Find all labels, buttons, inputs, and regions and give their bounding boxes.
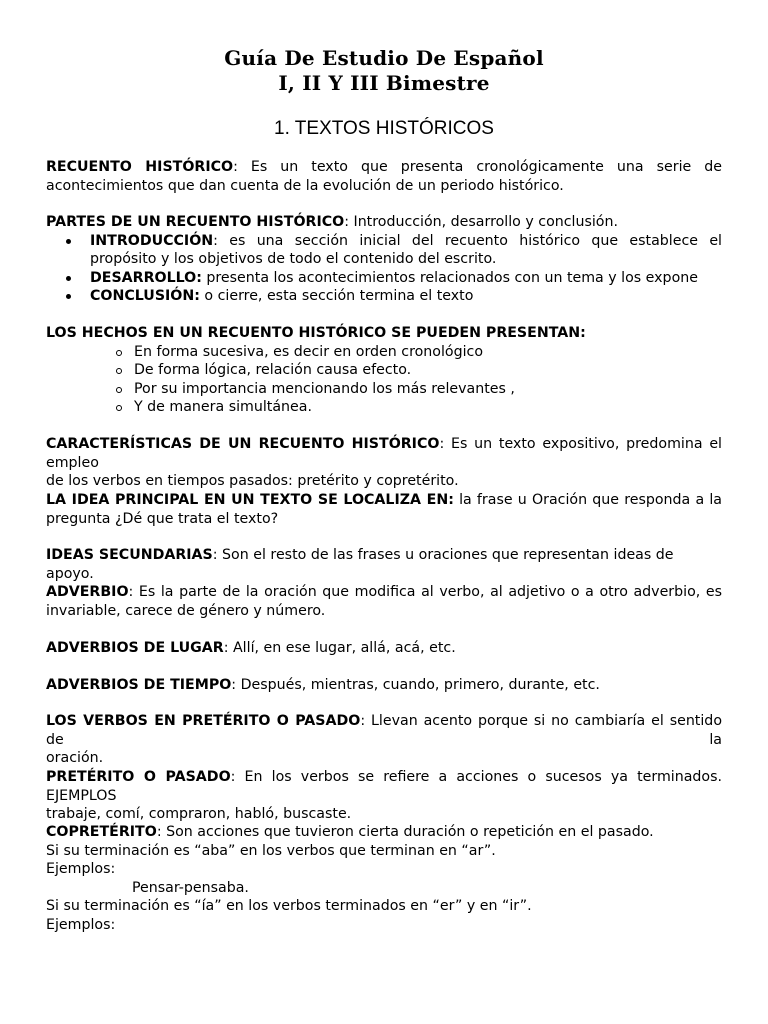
section-title: 1. TEXTOS HISTÓRICOS (274, 118, 494, 139)
bullet-icon (66, 276, 71, 281)
list-item (46, 380, 722, 399)
conclusion-text: o cierre, esta sección termina el texto (199, 288, 474, 304)
verbos-line-1 (46, 712, 722, 749)
idea-text-1: la frase u Oración que responda a la (453, 492, 722, 508)
hechos-item-text: Por su importancia mencionando los más relevantes , (134, 380, 515, 397)
list-item (46, 398, 722, 417)
list-item (46, 343, 722, 362)
document-title: Guía De Estudio De Español (224, 46, 544, 70)
recuento-line-1 (46, 158, 722, 177)
verbos-paragraph (46, 712, 722, 768)
introduccion-text: : es una sección inicial del recuento histórico que establece el propósito y los objetivos de todo el contenido del escrito. (90, 232, 722, 267)
caracteristicas-text-1: : Es un texto expositivo, predomina el empleo (46, 436, 723, 471)
copreterito-line-1 (46, 823, 722, 842)
bullet-icon (66, 239, 71, 244)
hechos-heading (46, 324, 722, 343)
introduccion-term: INTRODUCCIÓN (90, 232, 214, 249)
desarrollo-term: DESARROLLO: (90, 269, 202, 286)
tiempo-paragraph (46, 676, 722, 695)
recuento-paragraph (46, 158, 722, 195)
copreterito-text-3: Ejemplos: (46, 861, 116, 877)
circle-bullet-icon (116, 387, 122, 393)
tiempo-line (46, 676, 722, 695)
preterito-line-1 (46, 768, 722, 805)
list-item (46, 269, 722, 288)
partes-line (46, 213, 722, 232)
adverbio-text-2: invariable, carece de género y número. (46, 602, 326, 619)
partes-list (46, 232, 722, 306)
circle-bullet-icon (116, 405, 122, 411)
idea-line-1 (46, 491, 722, 510)
copreterito-text-2: Si su terminación es “aba” en los verbos que terminan en “ar”. (46, 842, 496, 859)
recuento-term: RECUENTO HISTÓRICO (46, 159, 234, 175)
copreterito-text-5: Ejemplos: (46, 916, 116, 933)
secundarias-line (46, 546, 722, 583)
copreterito-term: COPRETÉRITO (46, 824, 157, 840)
idea-term: LA IDEA PRINCIPAL EN UN TEXTO SE LOCALIZA EN: (46, 492, 454, 508)
hechos-item-text: De forma lógica, relación causa efecto. (134, 362, 412, 378)
lugar-term: ADVERBIOS DE LUGAR (46, 640, 224, 656)
recuento-text-2: acontecimientos que dan cuenta de la evolución de un periodo histórico. (46, 177, 564, 194)
secundarias-text: : Son el resto de las frases u oraciones que representan ideas de apoyo. (46, 547, 674, 582)
verbos-text-2: oración. (46, 750, 104, 766)
caracteristicas-line-1 (46, 435, 722, 472)
list-item (46, 232, 722, 269)
circle-bullet-icon (116, 350, 122, 356)
caracteristicas-term: CARACTERÍSTICAS DE UN RECUENTO HISTÓRICO (46, 436, 440, 452)
lugar-paragraph (46, 639, 722, 658)
idea-paragraph (46, 491, 722, 528)
secundarias-term: IDEAS SECUNDARIAS (46, 547, 213, 563)
preterito-text-2: trabaje, comí, compraron, habló, buscaste. (46, 806, 352, 822)
conclusion-term: CONCLUSIÓN: (90, 288, 200, 304)
copreterito-text-4: Si su terminación es “ía” en los verbos terminados en “er” y en “ir”. (46, 898, 532, 914)
bullet-icon (66, 294, 71, 299)
caracteristicas-text-2: de los verbos en tiempos pasados: pretérito y copretérito. (46, 473, 459, 489)
adverbio-text-1: : Es la parte de la oración que modifica al verbo, al adjetivo o a otro adverbio, es (128, 584, 722, 600)
copreterito-text-1: : Son acciones que tuvieron cierta duración o repetición en el pasado. (156, 824, 654, 840)
idea-text-2: pregunta ¿Dé que trata el texto? (46, 510, 279, 527)
desarrollo-text: presenta los acontecimientos relacionados con un tema y los expone (201, 269, 698, 286)
verbos-term: LOS VERBOS EN PRETÉRITO O PASADO (46, 713, 361, 729)
partes-term: PARTES DE UN RECUENTO HISTÓRICO (46, 214, 345, 230)
hechos-section (46, 324, 722, 417)
hechos-item-text: En forma sucesiva, es decir en orden cronológico (134, 343, 484, 360)
adverbio-line-1 (46, 583, 722, 602)
recuento-text-1: : Es un texto que presenta cronológicamente una serie de (233, 159, 722, 175)
adverbio-term: ADVERBIO (46, 584, 129, 600)
document-subtitle: I, II Y III Bimestre (278, 71, 490, 95)
lugar-text: : Allí, en ese lugar, allá, acá, etc. (223, 640, 456, 656)
partes-paragraph (46, 213, 722, 306)
copreterito-paragraph (46, 823, 722, 934)
tiempo-text: : Después, mientras, cuando, primero, durante, etc. (231, 677, 600, 693)
copreterito-example: Pensar-pensaba. (132, 879, 249, 896)
preterito-paragraph (46, 768, 722, 824)
hechos-item-text: Y de manera simultánea. (134, 399, 312, 415)
list-item (46, 287, 722, 306)
partes-text: : Introducción, desarrollo y conclusión. (344, 214, 618, 230)
verbos-text-1: : Llevan acento porque si no cambiaría el sentido de la (46, 713, 722, 748)
hechos-list (46, 343, 722, 417)
secundarias-paragraph (46, 546, 722, 583)
circle-bullet-icon (116, 368, 122, 374)
tiempo-term: ADVERBIOS DE TIEMPO (46, 677, 232, 693)
caracteristicas-paragraph (46, 435, 722, 491)
lugar-line (46, 639, 722, 658)
adverbio-paragraph (46, 583, 722, 620)
preterito-term: PRETÉRITO O PASADO (46, 769, 231, 785)
hechos-heading-text: LOS HECHOS EN UN RECUENTO HISTÓRICO SE PUEDEN PRESENTAN: (46, 325, 586, 341)
preterito-text-1: : En los verbos se refiere a acciones o sucesos ya terminados. EJEMPLOS (46, 769, 722, 804)
list-item (46, 361, 722, 380)
